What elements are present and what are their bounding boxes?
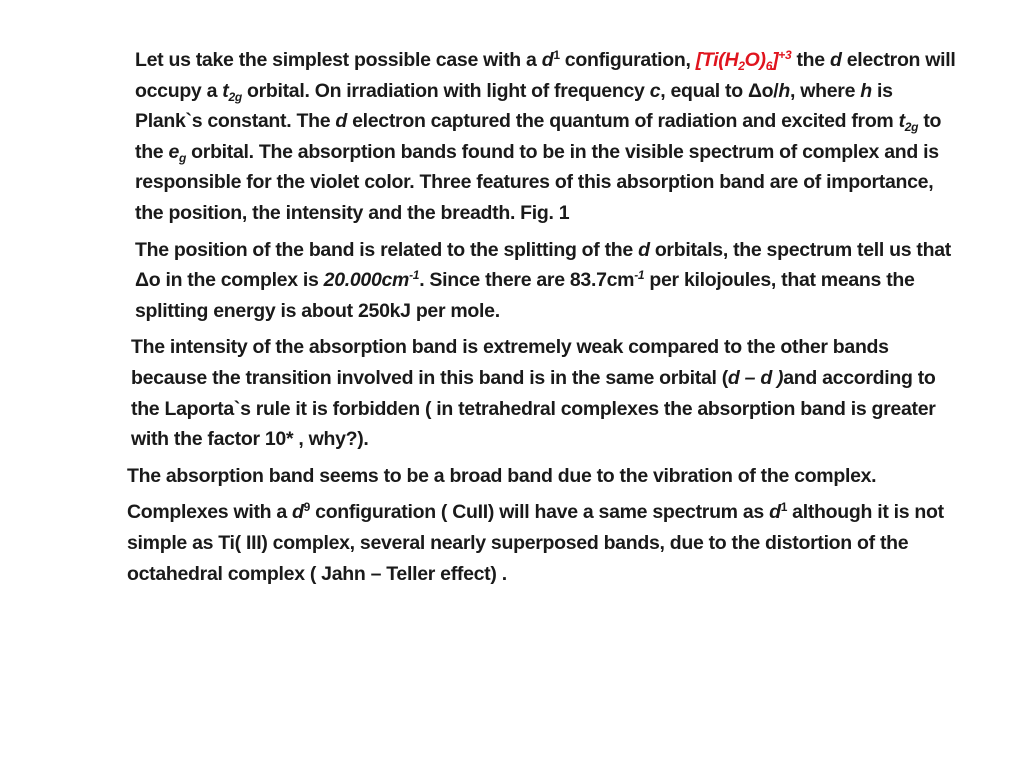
text: , where [790, 79, 861, 102]
text: to the [135, 110, 942, 163]
paragraph-d9-configuration [83, 497, 963, 589]
formula-part: O) [744, 49, 766, 71]
text: . Since there are 83.7cm [419, 269, 635, 292]
subscript-2g: 2g [904, 120, 919, 135]
text: the [791, 49, 830, 71]
subscript-2g: 2g [228, 89, 242, 104]
text: The absorption band seems to be a broad band due to the vibration of the complex. [127, 464, 877, 487]
text: orbital. The absorption bands found to be in the visible spectrum of complex and is responsible for the violet color. Three features of this absorption band are of importance, the position, the intensity and the breadth. Fig. 1 [135, 140, 939, 224]
text: Complexes with a [127, 501, 293, 524]
text: per kilojoules, that means the splitting energy is about 250kJ per mole. [135, 269, 915, 322]
text: , equal to Δo/ [660, 79, 779, 102]
slide-text-body [83, 45, 963, 595]
formula-part: ] [772, 49, 779, 71]
text: although it is not simple as Ti( III) complex, several nearly superposed bands, due to the distortion of the octahedral complex ( Jahn – Teller effect) . [127, 501, 944, 585]
complex-formula [696, 49, 792, 71]
italic-d: d [769, 501, 781, 524]
text: configuration, [559, 49, 696, 71]
superscript: 9 [303, 500, 311, 515]
formula-subscript: 6 [765, 59, 773, 73]
formula-subscript: 2 [738, 59, 745, 73]
italic-value: 20.000cm [323, 269, 410, 292]
italic-c: c [649, 79, 661, 102]
paragraph-band-position [83, 235, 963, 327]
text: The position of the band is related to the splitting of the [135, 238, 639, 261]
formula-part: [Ti(H [695, 49, 739, 71]
text: configuration ( CuII) will have a same spectrum as [310, 501, 770, 524]
text: electron captured the quantum of radiation and excited from [346, 110, 899, 133]
formula-charge: +3 [778, 48, 792, 62]
paragraph-d1-configuration [83, 45, 963, 229]
paragraph-band-breadth [83, 461, 963, 492]
italic-h: h [860, 79, 872, 102]
text: The intensity of the absorption band is extremely weak compared to the other bands because the transition involved in this band is in the same orbital ( [131, 336, 889, 389]
subscript-g: g [179, 150, 187, 165]
superscript: -1 [634, 268, 645, 283]
italic-d: d [292, 501, 304, 524]
italic-d: d [541, 49, 554, 71]
italic-t: t [898, 110, 905, 133]
superscript: 1 [553, 48, 560, 62]
text: orbitals, the spectrum tell us that Δo in the complex is [135, 238, 951, 292]
italic-t: t [222, 79, 229, 102]
paragraph-band-intensity [83, 332, 963, 454]
italic-d: d [829, 49, 842, 71]
italic-h: h [778, 79, 791, 102]
text: and according to the Laporta`s rule it is forbidden ( in tetrahedral complexes the absorption band is greater with the factor 10* , why?). [131, 366, 936, 451]
text: orbital. On irradiation with light of frequency [241, 79, 650, 102]
italic-d: d [335, 110, 347, 133]
text: electron will occupy a [135, 49, 956, 102]
text: is Plank`s constant. The [135, 79, 893, 133]
italic-d: d [638, 238, 650, 261]
superscript: 1 [780, 500, 788, 515]
italic-d-d: d – d ) [727, 366, 784, 389]
text: Let us take the simplest possible case with a [135, 49, 542, 71]
superscript: -1 [409, 268, 420, 283]
italic-e: e [168, 140, 180, 163]
